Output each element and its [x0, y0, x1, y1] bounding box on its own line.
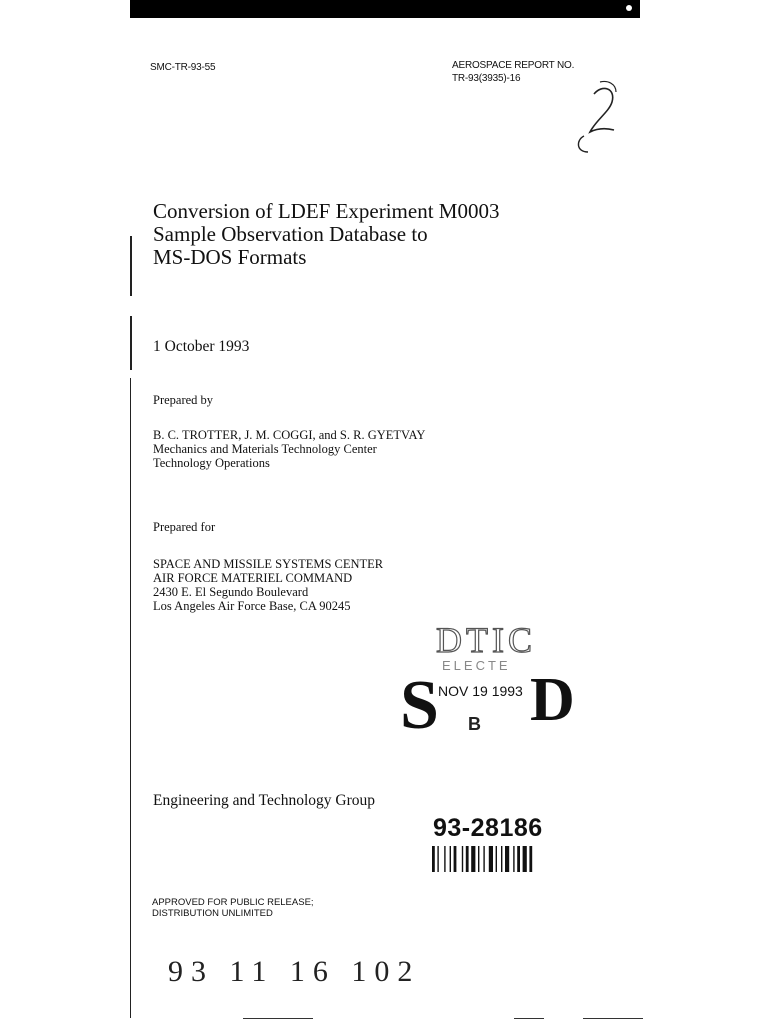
sponsor-address: Los Angeles Air Force Base, CA 90245: [153, 599, 351, 613]
report-id: SMC-TR-93-55: [150, 62, 216, 73]
sponsor-line: AIR FORCE MATERIEL COMMAND: [153, 571, 353, 585]
report-title: [153, 200, 613, 269]
accession-number: 93 11 16 102: [168, 955, 421, 988]
aerospace-report-label: AEROSPACE REPORT NO.: [452, 60, 575, 71]
barcode-bar: [496, 846, 497, 872]
title-line: Sample Observation Database to: [153, 222, 428, 246]
barcode-bar: [517, 846, 520, 872]
barcode-bar: [483, 846, 484, 872]
report-date: 1 October 1993: [153, 338, 250, 355]
margin-rule: [130, 378, 131, 1018]
authors-line: B. C. TROTTER, J. M. COGGI, and S. R. GYETVAY: [153, 428, 426, 442]
sponsor-address: 2430 E. El Segundo Boulevard: [153, 585, 309, 599]
stamp-letter-b: B: [468, 714, 481, 734]
barcode-bar: [505, 846, 509, 872]
top-scan-bar: [130, 0, 640, 18]
barcode-bar: [450, 846, 451, 872]
group-name: Engineering and Technology Group: [153, 792, 376, 809]
handwritten-mark-icon: [572, 80, 622, 156]
title-line: Conversion of LDEF Experiment M0003: [153, 199, 500, 223]
sponsor-block: [153, 557, 383, 613]
bottom-rule: [243, 1018, 313, 1019]
sponsor-line: SPACE AND MISSILE SYSTEMS CENTER: [153, 557, 384, 571]
margin-rule: [130, 316, 132, 370]
stamp-letter-d: D: [530, 666, 575, 734]
barcode-bar: [462, 846, 463, 872]
margin-rule: [130, 236, 132, 296]
barcode-bar: [513, 846, 514, 872]
barcode-bar: [489, 846, 493, 872]
aerospace-report-number: TR-93(3935)-16: [452, 73, 521, 84]
barcode-bar: [466, 846, 469, 872]
barcode-bar: [529, 846, 532, 872]
scan-mark-icon: [626, 5, 632, 11]
stamp-subheader: ELECTE: [442, 658, 511, 673]
prepared-for-label: Prepared for: [153, 520, 216, 534]
barcode-icon: [432, 846, 558, 872]
prepared-by-label: Prepared by: [153, 393, 214, 407]
stamp-header: DTIC: [436, 620, 536, 660]
stamp-letter-s: S: [400, 667, 439, 736]
document-number: 93-28186: [433, 814, 543, 842]
barcode-bar: [523, 846, 527, 872]
title-line: MS-DOS Formats: [153, 245, 307, 269]
dtic-stamp-icon: [398, 618, 582, 736]
authors-block: [153, 428, 425, 470]
bottom-rule: [583, 1018, 643, 1019]
release-statement: [152, 897, 314, 919]
release-line: DISTRIBUTION UNLIMITED: [152, 908, 273, 919]
author-division: Technology Operations: [153, 456, 270, 470]
barcode-bar: [454, 846, 457, 872]
stamp-date: NOV 19 1993: [438, 683, 523, 699]
bottom-rule: [514, 1018, 544, 1019]
release-line: APPROVED FOR PUBLIC RELEASE;: [152, 897, 314, 908]
barcode-bar: [437, 846, 438, 872]
barcode-bar: [444, 846, 445, 872]
barcode-bar: [501, 846, 502, 872]
author-affiliation: Mechanics and Materials Technology Center: [153, 442, 377, 456]
barcode-bar: [478, 846, 479, 872]
barcode-bar: [432, 846, 435, 872]
barcode-bar: [471, 846, 475, 872]
